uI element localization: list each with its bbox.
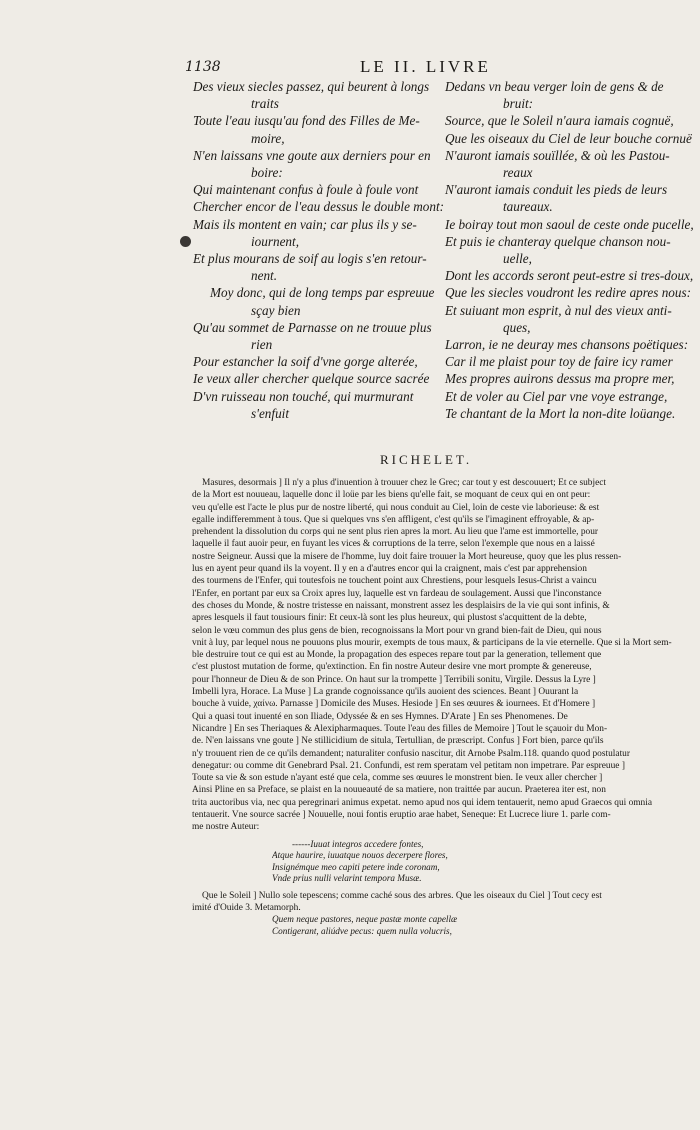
commentary-line: pour l'honneur de Dieu & de son Prince. On haut sur la trompette ] Terribili sonitu, Virgile. Dessus la Lyre ] — [192, 674, 596, 685]
verse-line: Larron, ie ne deuray mes chansons poëtiques: — [445, 337, 689, 353]
running-header — [185, 57, 685, 79]
verse-line: uelle, — [503, 251, 532, 267]
commentary-line: des tourmens de l'Enfer, qui toutesfois ne touchent point aux Chrestiens, pour lesquels Iesus-Christ a vaincu — [192, 576, 597, 587]
verse-line: boire: — [251, 165, 283, 181]
commentary-line: l'Enfer, en portant par eux sa Croix apres luy, laquelle est vn fardeau de soulagement. Aussi que l'inconstance — [192, 588, 602, 599]
commentary-line: Que le Soleil ] Nullo sole tepescens; comme caché sous des arbres. Que les oiseaux du Ciel ] Tout cecy est — [202, 890, 602, 901]
commentary-line: trita auctoribus via, nec qua peregrinari animus expetat. nemo apud nos qui idem tentauerit, nemo apud Graecos qui omnia — [192, 797, 653, 808]
verse-line: Et de voler au Ciel par vne voye estrange, — [445, 388, 668, 404]
verse-line: N'auront iamais souïllée, & où les Pastou- — [445, 147, 670, 163]
verse-line: Mais ils montent en vain; car plus ils y se- — [193, 216, 417, 232]
commentary-line: ble destruire tout ce qui est au Monde, la propagation des especes repare tout par la generation, tellement que — [192, 650, 602, 661]
commentary-line: prehendent la dissolution du corps qui ne sent plus rien apres la mort. Au lieu que l'ame est immortelle, pour — [192, 527, 599, 538]
verse-column-left — [193, 78, 445, 422]
verse-line: D'vn ruisseau non touché, qui murmurant — [193, 388, 414, 404]
commentary-line: denegatur: ou comme dit Genebrard Psal. 21. Confundi, est rem speratam vel petitam non impetrare. Par espreuue ] — [192, 760, 625, 771]
verse-line: rien — [251, 337, 273, 353]
commentary-line: selon le vœu commun des plus gens de bien, recognoissans la Mort pour vn grand bien-fait de Dieu, qui nous — [192, 625, 602, 636]
page-number: 1138 — [185, 59, 221, 75]
commentary-line: me nostre Auteur: — [192, 822, 260, 833]
commentary-line: Masures, desormais ] Il n'y a plus d'inuention à trouuer chez le Grec; car tout y est descouuert; Et ce subject — [202, 478, 607, 488]
quotation-line: Vnde prius nulli velarint tempora Musæ. — [272, 873, 422, 884]
verse-line: Des vieux siecles passez, qui beurent à longs — [193, 79, 430, 94]
verse-line: Dont les accords seront peut-estre si tres-doux, — [445, 268, 694, 284]
commentary-line: de la Mort est nouueau, laquelle donc il loüe par les biens qu'elle fait, se moquant de ceux qui en ont peur: — [192, 490, 591, 501]
commentary-line: lus en ayent peur quand ils la voyent. Il y en a d'autres encor qui la craignent, mais c'est par apprehension — [192, 564, 587, 575]
running-title: LE II. LIVRE — [360, 57, 491, 76]
commentary-line: Nicandre ] En ses Theriaques & Alexipharmaques. Toute l'eau des filles de Memoire ] Tout le sçauoir du Mon- — [192, 723, 608, 734]
verse-line: Chercher encor de l'eau dessus le double mont: — [193, 199, 445, 215]
commentary-line: Qui a quasi tout inuenté en son Iliade, Odyssée & en ses Hymnes. D'Arate ] En ses Phenomenes. De — [192, 711, 568, 722]
commentary-line: vnit à luy, par lequel nous ne pouuons plus mourir, exempts de tous maux, & participans de la vie eternelle. Que si la Mort sem- — [192, 637, 672, 648]
verse-line: Que les siecles voudront les redire apres nous: — [445, 285, 691, 301]
commentary-title: RICHELET. — [380, 452, 473, 467]
commentary-line: tentauerit. Vne source sacrée ] Nouuelle, noui fontis eruptio arae habet, Seneque: Et Lucrece liure 1. parle com- — [192, 810, 611, 821]
verse-line: Que les oiseaux du Ciel de leur bouche cornuë — [445, 130, 692, 146]
commentary-line: bouche à vuide, χαίνω. Parnasse ] Domicile des Muses. Hesiode ] En ses œuures & iournees. Et d'Homere ] — [192, 699, 596, 710]
verse-line: Source, que le Soleil n'aura iamais cognuë, — [445, 113, 674, 129]
verse-line: Et suiuant mon esprit, à nul des vieux anti- — [445, 302, 672, 318]
commentary-line: veu qu'elle est l'acte le plus pur de nostre liberté, qui nous conduit au Ciel, loin de ceste vie laborieuse: & est — [192, 502, 600, 513]
verse-line: moire, — [251, 130, 285, 146]
quotation-line: Atque haurire, iuuatque nouos decerpere flores, — [272, 850, 448, 861]
verse-line: nent. — [251, 268, 278, 284]
latin-quotation — [192, 839, 684, 885]
commentary-line: egalle indifferemment à tous. Que si quelques vns s'en affligent, c'est qu'ils se l'imaginent effroyable, & ap- — [192, 514, 595, 525]
verse-line: s'enfuit — [251, 405, 289, 421]
verse-line: sçay bien — [251, 302, 301, 318]
quotation-line: ------Iuuat integros accedere fontes, — [292, 838, 424, 849]
verse-line: bruit: — [503, 96, 534, 112]
verse-line: Ie boiray tout mon saoul de ceste onde pucelle, — [445, 216, 694, 232]
verse-line: Qui maintenant confus à foule à foule vont — [193, 182, 419, 198]
commentary-line: Imbelli lyra, Horace. La Muse ] La grande cognoissance qu'ils auoient des sciences. Beant ] Ouurant la — [192, 687, 579, 698]
commentary-line: imité d'Ouide 3. Metamorph. — [192, 902, 301, 913]
verse-line: Ie veux aller chercher quelque source sacrée — [193, 371, 430, 387]
verse-line: N'auront iamais conduit les pieds de leurs — [445, 182, 668, 198]
verse-line: taureaux. — [503, 199, 553, 215]
verse-line: Moy donc, qui de long temps par espreuue — [210, 285, 435, 301]
verse-line: ques, — [503, 319, 531, 335]
quotation-line: Contigerant, aliúdve pecus: quem nulla volucris, — [272, 925, 452, 936]
commentary-line: c'est plustost mutation de forme, qu'extinction. En fin nostre Auteur desire vne mort prompte & genereuse, — [192, 662, 592, 673]
verse-line: Mes propres auirons dessus ma propre mer, — [445, 371, 675, 387]
verse-line: Qu'au sommet de Parnasse on ne trouue plus — [193, 319, 432, 335]
verse-line: Et plus mourans de soif au logis s'en retour- — [193, 251, 427, 267]
commentary-line: des choses du Monde, & nostre tristesse en naissant, monstrent assez les desplaisirs de la vie qui sont infinis, & — [192, 600, 610, 611]
verse-line: Dedans vn beau verger loin de gens & de — [445, 79, 664, 94]
verse-line: Toute l'eau iusqu'au fond des Filles de Me- — [193, 113, 420, 129]
commentary-block — [192, 477, 684, 937]
commentary-line: de. N'en laissans vne goute ] Ne stillicidium de situla, Tertullian, de præscript. Confus ] Fort bien, parce qu'ils — [192, 736, 604, 747]
commentary-line: n'y trouuent rien de ce qu'ils demandent; naturaliter confusio nascitur, dit Arnobe Psalm.118. quando quod postulatur — [192, 748, 630, 759]
verse-column-right — [445, 78, 694, 422]
commentary-line: nostre Seigneur. Aussi que la misere de l'homme, luy doit faire trouuer la Mort heureuse, quoy que les plus ressen- — [192, 551, 622, 562]
verse-line: N'en laissans vne goute aux derniers pour en — [193, 147, 431, 163]
ink-spot-mark — [180, 236, 191, 247]
commentary-line: Toute sa vie & son estude n'ayant esté que cela, comme ses œuures le monstrent bien. Ie veux aller chercher ] — [192, 773, 603, 784]
latin-quotation — [192, 914, 684, 937]
quotation-line: Insignémque meo capiti petere inde coronam, — [272, 861, 440, 872]
verse-line: Te chantant de la Mort la non-dite loüange. — [445, 405, 676, 421]
commentary-line: Ainsi Pline en sa Preface, se plaist en la nouueauté de sa matiere, non traittée par aucun. Praeterea iter est, non — [192, 785, 606, 796]
verse-line: iournent, — [251, 233, 299, 249]
quotation-line: Quem neque pastores, neque pastæ monte capellæ — [272, 914, 458, 925]
commentary-line: laquelle il faut auoir peur, en fuyant les vices & corruptions de la terre, selon l'exemple que nous en a laissé — [192, 539, 595, 550]
verse-line: Et puis ie chanteray quelque chanson nou- — [445, 233, 671, 249]
verse-line: Pour estancher la soif d'vne gorge alterée, — [193, 354, 418, 370]
verse-line: Car il me plaist pour toy de faire icy ramer — [445, 354, 673, 370]
verse-line: traits — [251, 96, 279, 112]
verse-line: reaux — [503, 165, 533, 181]
commentary-line: apres lesquels il faut tousiours finir: Et ceux-là sont les plus heureux, qui plustost s'acquittent de la debte, — [192, 613, 587, 624]
